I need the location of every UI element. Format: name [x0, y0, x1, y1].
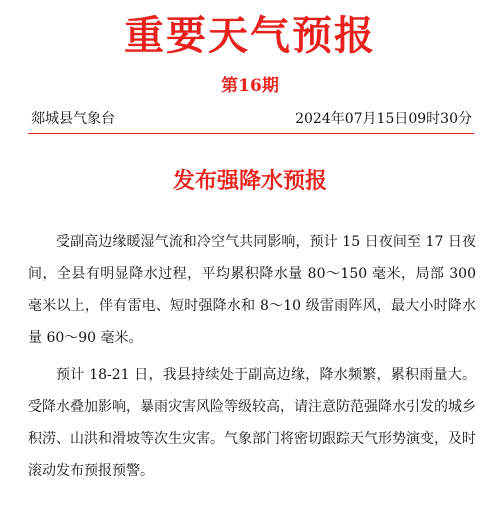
issue-datetime: 2024年07月15日09时30分	[295, 111, 472, 127]
bulletin-headline: 发布强降水预报	[172, 168, 327, 194]
header-divider	[28, 133, 474, 134]
issuer-row	[31, 108, 472, 130]
bulletin-paragraph-2: 预计 18-21 日，我县持续处于副高边缘，降水频繁，累积雨量大。受降水叠加影响，暴雨灾害风险等级较高，请注意防范强降水引发的城乡积涝、山洪和滑坡等次生灾害。气象部门将密切跟踪天气形势演变，及时滚动发布预报预警。	[28, 367, 476, 479]
issuing-organization: 郯城县气象台	[31, 111, 115, 127]
issue-number: 第16期	[221, 76, 279, 96]
masthead-title: 重要天气预报	[124, 12, 376, 59]
bulletin-paragraph-1: 受副高边缘暖湿气流和冷空气共同影响，预计 15 日夜间至 17 日夜间，全县有明显降水过程，平均累积降水量 80～150 毫米，局部 300 毫米以上，伴有雷电、短时强降水和 8～10 级雷雨阵风，最大小时降水量 60～90 毫米。	[28, 234, 476, 346]
